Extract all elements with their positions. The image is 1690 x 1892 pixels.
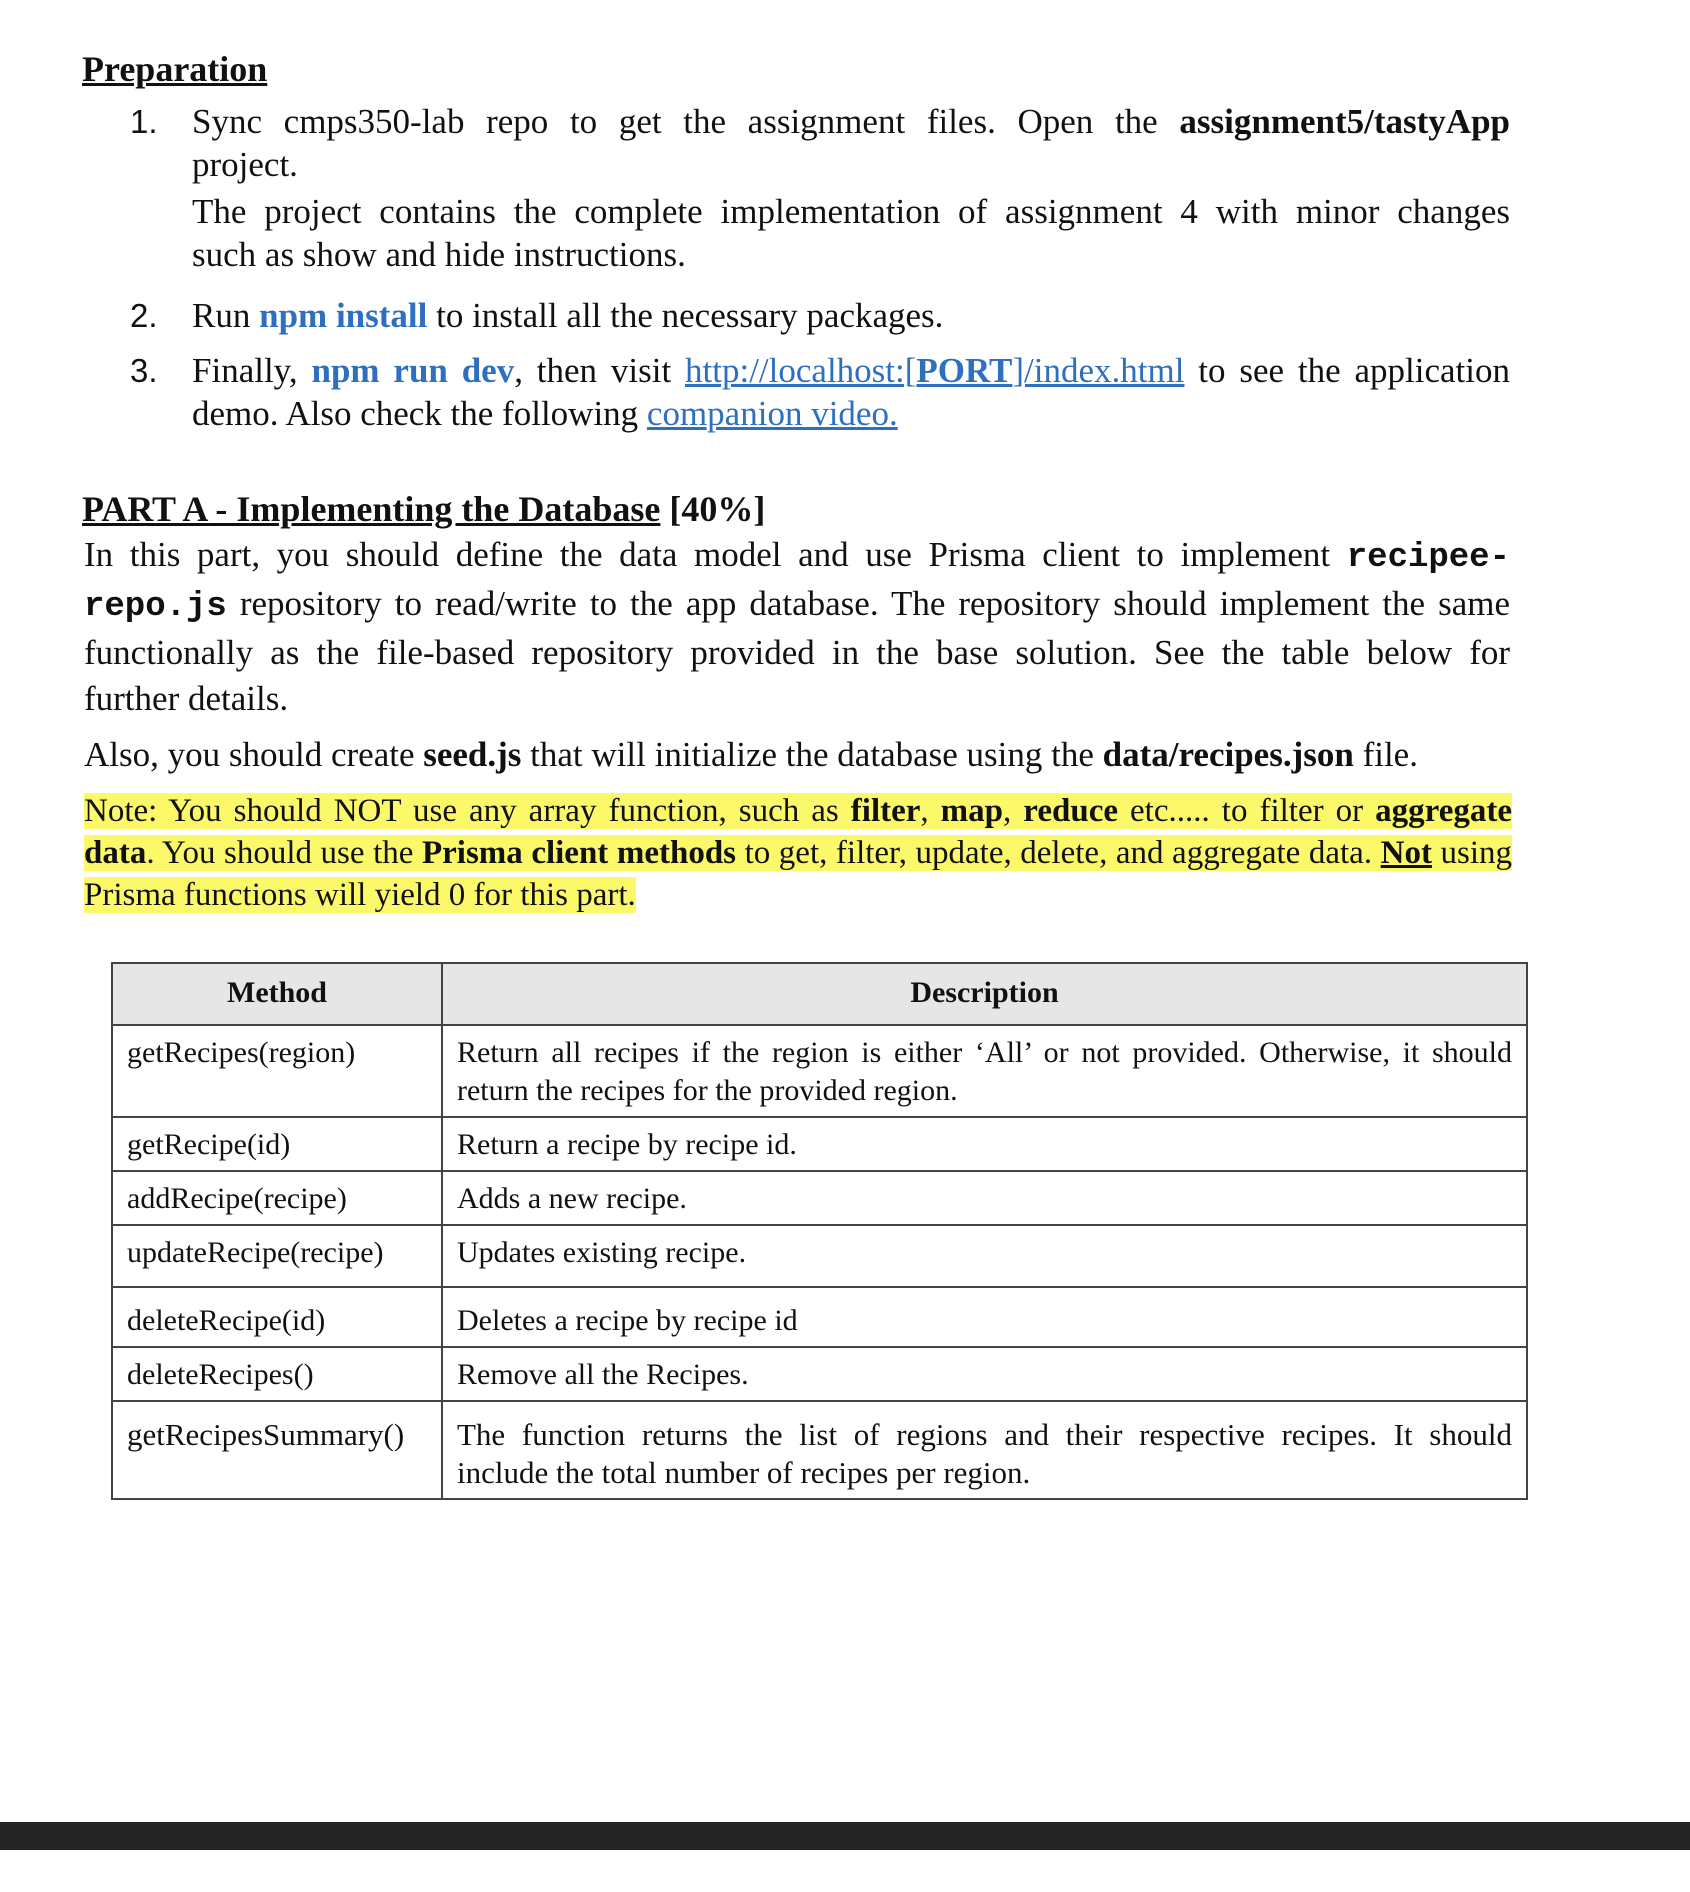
part-a-heading xyxy=(82,488,765,530)
description-column-header: Description xyxy=(442,963,1527,1025)
methods-table xyxy=(111,962,1528,1500)
note-text: Note: You should NOT use any array function, such as xyxy=(84,793,851,829)
list-item-body xyxy=(192,349,1510,435)
table-header-row xyxy=(112,963,1527,1025)
description-cell: Deletes a recipe by recipe id xyxy=(442,1287,1527,1347)
table-row xyxy=(112,1225,1527,1287)
part-a-intro-paragraph xyxy=(84,532,1510,722)
method-cell: deleteRecipes() xyxy=(112,1347,442,1401)
description-line: Return all recipes if the region is either ‘All’ or not provided. Otherwise, it should xyxy=(457,1036,1512,1069)
table-row xyxy=(112,1117,1527,1171)
item-1-text: Sync cmps350-lab repo to get the assignment files. Open the xyxy=(192,102,1180,141)
note-keyword-filter: filter xyxy=(850,793,921,829)
list-number: 3. xyxy=(130,352,158,389)
item-1-line-1 xyxy=(192,100,1510,143)
note-text: Prisma functions will yield 0 for this part. xyxy=(84,877,636,913)
note-keyword-not: Not xyxy=(1380,835,1432,871)
npm-run-dev-command: npm run dev xyxy=(311,351,515,390)
item-3-text: Finally, xyxy=(192,351,312,390)
item-3-line-1 xyxy=(192,349,1510,392)
intro-line-2 xyxy=(84,581,1510,630)
link-part: http://localhost:[ xyxy=(685,351,917,390)
part-a-weight: [40%] xyxy=(660,489,766,529)
description-line: The function returns the list of regions and their respective recipes. It should xyxy=(457,1417,1512,1452)
table-row xyxy=(112,1401,1527,1499)
intro-line-3: functionally as the file-based repository provided in the base solution. See the table below for xyxy=(84,633,1510,672)
method-column-header: Method xyxy=(112,963,442,1025)
seed-text: that will initialize the database using the xyxy=(521,735,1103,774)
seed-filename: seed.js xyxy=(423,735,522,774)
preparation-item-1 xyxy=(130,100,1510,280)
bottom-bar xyxy=(0,1822,1690,1850)
note-text: etc..... to filter or xyxy=(1118,793,1376,829)
item-1-line-2: project. xyxy=(192,145,298,184)
intro-line-1 xyxy=(84,532,1510,581)
note-line-2 xyxy=(84,832,1512,874)
list-item-body xyxy=(192,294,1510,337)
table-row xyxy=(112,1287,1527,1347)
description-line: return the recipes for the provided region. xyxy=(457,1074,958,1107)
recipes-json-filename: data/recipes.json xyxy=(1102,735,1354,774)
item-1-line-4: such as show and hide instructions. xyxy=(192,235,686,274)
table-row xyxy=(112,1171,1527,1225)
method-cell: getRecipes(region) xyxy=(112,1025,442,1117)
project-path: assignment5/tastyApp xyxy=(1179,102,1510,141)
note-line-1 xyxy=(84,790,1512,832)
note-keyword-data: data xyxy=(84,835,147,871)
description-cell: Updates existing recipe. xyxy=(442,1225,1527,1287)
list-number: 2. xyxy=(130,297,158,334)
item-3-line-2 xyxy=(192,392,1510,435)
note-text: using xyxy=(1431,835,1513,871)
item-3-line-2-text: demo. Also check the following xyxy=(192,394,647,433)
description-cell: Return a recipe by recipe id. xyxy=(442,1117,1527,1171)
highlighted-note xyxy=(84,790,1512,916)
method-cell: deleteRecipe(id) xyxy=(112,1287,442,1347)
item-1-line-3: The project contains the complete implementation of assignment 4 with minor changes xyxy=(192,192,1510,231)
preparation-heading: Preparation xyxy=(82,49,268,89)
description-cell xyxy=(442,1401,1527,1499)
note-line-3 xyxy=(84,874,1512,916)
table-row xyxy=(112,1025,1527,1117)
part-a-title: PART A - Implementing the Database xyxy=(82,489,661,529)
preparation-item-2 xyxy=(130,294,1510,340)
npm-install-command: npm install xyxy=(259,296,428,335)
preparation-item-3 xyxy=(130,349,1510,439)
description-cell xyxy=(442,1025,1527,1117)
repo-filename: recipee- xyxy=(1346,539,1510,577)
description-cell: Adds a new recipe. xyxy=(442,1171,1527,1225)
list-item-body xyxy=(192,100,1510,276)
description-cell: Remove all the Recipes. xyxy=(442,1347,1527,1401)
seed-text: file. xyxy=(1353,735,1418,774)
note-keyword-reduce: reduce xyxy=(1023,793,1118,829)
note-keyword-aggregate: aggregate xyxy=(1375,793,1512,829)
item-3-text-end: to see the application xyxy=(1184,351,1510,390)
note-text: to get, filter, update, delete, and aggregate data. xyxy=(736,835,1381,871)
seed-text: Also, you should create xyxy=(84,735,424,774)
method-cell: updateRecipe(recipe) xyxy=(112,1225,442,1287)
note-keyword-map: map xyxy=(940,793,1004,829)
note-keyword-prisma: Prisma client methods xyxy=(421,835,737,871)
item-2-text-end: to install all the necessary packages. xyxy=(427,296,944,335)
companion-video-link[interactable]: companion video. xyxy=(646,394,898,433)
item-2-text: Run xyxy=(192,296,260,335)
intro-line-4: further details. xyxy=(84,679,289,718)
list-number: 1. xyxy=(130,103,158,140)
link-port: PORT xyxy=(916,351,1013,390)
repo-filename: repo.js xyxy=(84,588,227,626)
method-cell: addRecipe(recipe) xyxy=(112,1171,442,1225)
link-part: ]/index.html xyxy=(1012,351,1185,390)
item-3-text-mid: , then visit xyxy=(514,351,686,390)
seed-paragraph xyxy=(84,732,1510,778)
method-cell: getRecipesSummary() xyxy=(112,1401,442,1499)
table-row xyxy=(112,1347,1527,1401)
intro-text: repository to read/write to the app database. The repository should implement the same xyxy=(226,584,1510,623)
method-cell: getRecipe(id) xyxy=(112,1117,442,1171)
note-text: , xyxy=(1003,793,1024,829)
intro-text: In this part, you should define the data model and use Prisma client to implement xyxy=(84,535,1347,574)
note-text: . You should use the xyxy=(146,835,422,871)
description-line: include the total number of recipes per region. xyxy=(457,1455,1031,1490)
note-text: , xyxy=(920,793,941,829)
localhost-link[interactable] xyxy=(685,351,1184,390)
